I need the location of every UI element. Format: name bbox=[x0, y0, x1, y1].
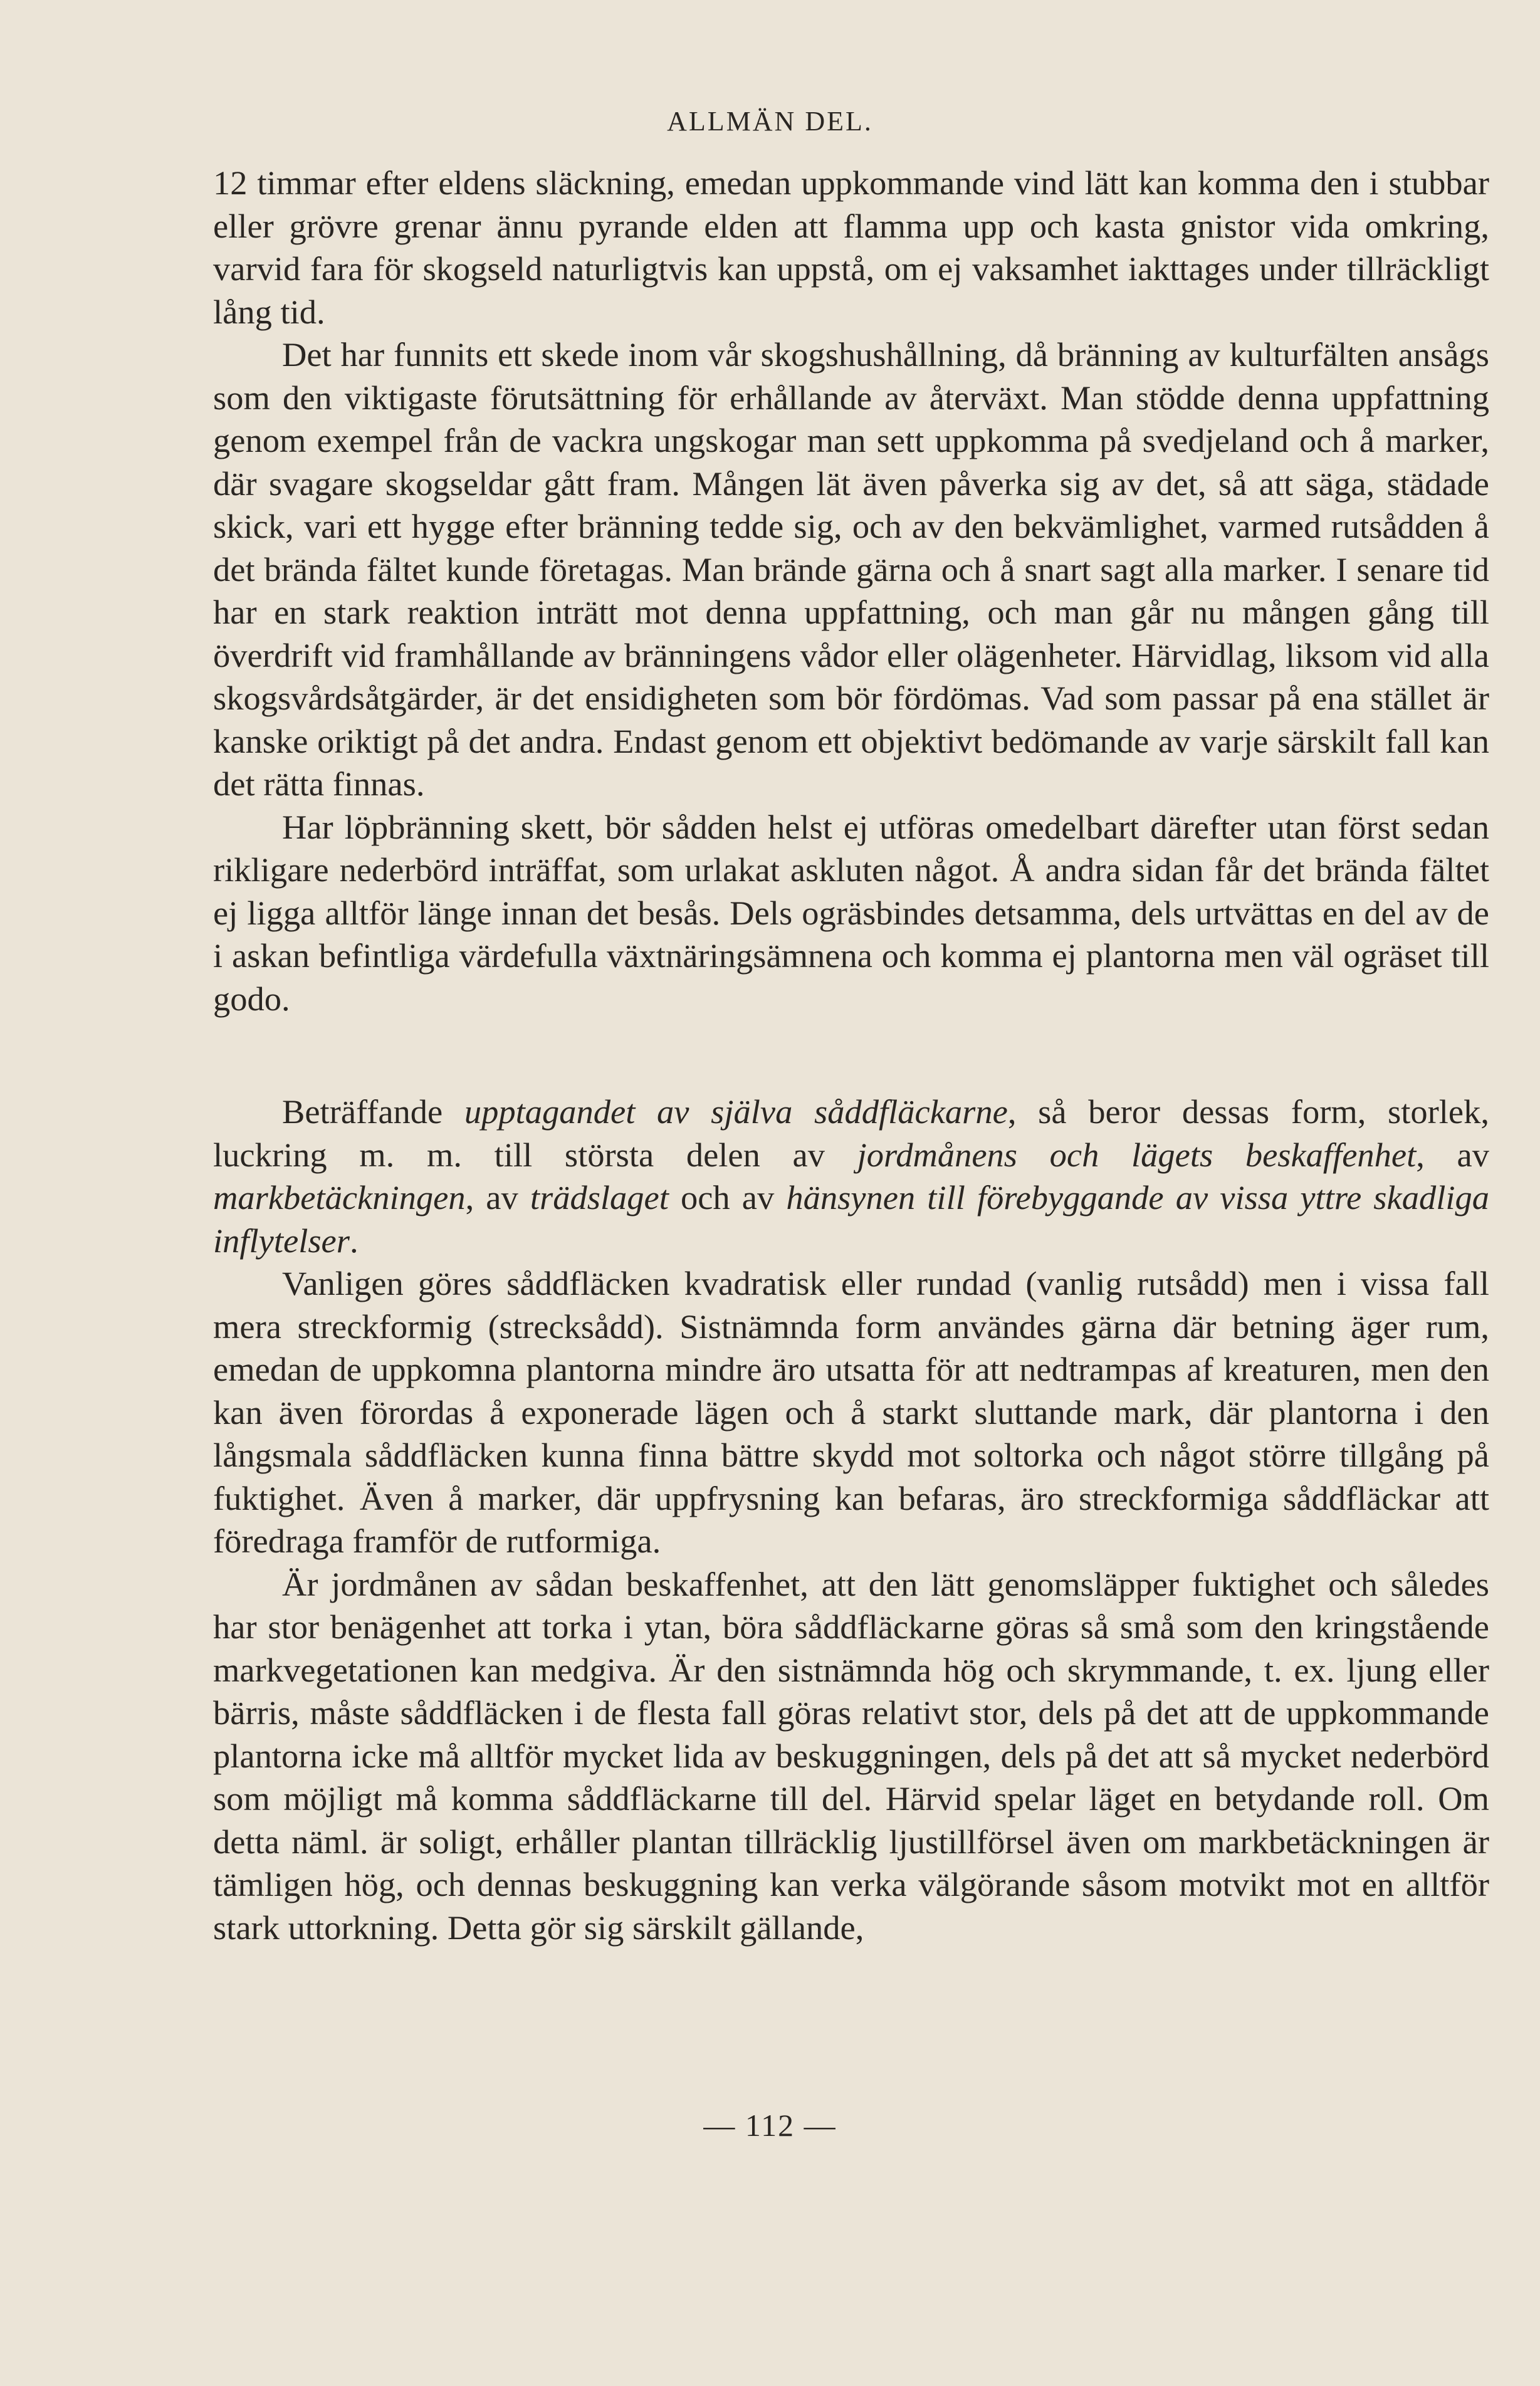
paragraph-seed-spots-intro bbox=[213, 1091, 1489, 1262]
italic-term: trädslaget bbox=[530, 1178, 669, 1217]
paragraph-soil-conditions: Är jordmånen av sådan beskaffenhet, att den lätt genomsläpper fuktighet och således har stor benägenhet att torka i ytan, böra såddfläckarne göras så små som den kringstående markvegetationen kan medgiva. Är den sistnämnda hög och skrymmande, t. ex. ljung eller bärris, måste såddfläcken i de flesta fall göras relativt stor, dels på det att de uppkommande plantorna icke må alltför mycket lida av beskuggningen, dels på det att så mycket nederbörd som möjligt må komma såddfläckarne till del. Härvid spelar läget en betydande roll. Om detta näml. är soligt, erhåller plantan tillräcklig ljustillförsel även om markbetäckningen är tämligen hög, och dennas beskuggning kan verka välgörande såsom motvikt mot en alltför stark uttorkning. Detta gör sig särskilt gällande, bbox=[213, 1564, 1489, 1947]
text-run: och av bbox=[668, 1178, 787, 1217]
paragraph-spot-shape: Vanligen göres såddfläcken kvadratisk eller rundad (vanlig rutsådd) men i vissa fall mera streckformig (strecksådd). Sistnämnda form användes gärna där betning äger rum, emedan de uppkomna plantorna mindre äro utsatta för att nedtrampas af kreaturen, men den kan även förordas å exponerade lägen och å starkt sluttande mark, där plantorna i den långsmala såddfläcken kunna finna bättre skydd mot soltorka och något större tillgång på fuktighet. Även å marker, där uppfrysning kan befaras, äro streckformiga såddfläckar att föredraga framför de rutformiga. bbox=[213, 1264, 1489, 1560]
italic-term: markbetäckningen bbox=[213, 1178, 466, 1217]
page-number: — 112 — bbox=[703, 2108, 837, 2143]
text-run: , av bbox=[465, 1178, 530, 1217]
text-run: , så beror dessas form, storlek, luckring m. m. till största delen av bbox=[213, 1092, 1489, 1174]
paragraph-burning-history: Det har funnits ett skede inom vår skogshushållning, då bränning av kulturfälten ansågs som den viktigaste förutsättning för erhållande av återväxt. Man stödde denna uppfattning genom exempel från de vackra ungskogar man sett uppkomma på svedjeland och å marker, där svagare skogseldar gått fram. Mången lät även påverka sig av det, så att säga, städade skick, vari ett hygge efter bränning tedde sig, och av den bekvämlighet, varmed rutsådden å det brända fältet kunde företagas. Man brände gärna och å snart sagt alla marker. I senare tid har en stark reaktion inträtt mot denna uppfattning, och man går nu mången gång till överdrift vid framhållande av bränningens vådor eller olägenheter. Härvidlag, liksom vid alla skogsvårdsåtgärder, är det ensidigheten som bör fördömas. Vad som passar på ena stället är kanske oriktigt på det andra. Endast genom ett objektivt bedömande av varje särskilt fall kan det rätta finnas. bbox=[213, 335, 1489, 803]
paragraph-continuation: 12 timmar efter eldens släckning, emedan uppkommande vind lätt kan komma den i stubbar eller grövre grenar ännu pyrande elden att flamma upp och kasta gnistor vida omkring, varvid fara för skogseld naturligtvis kan uppstå, om ej vaksamhet iakttages under tillräckligt lång tid. bbox=[213, 164, 1489, 331]
italic-term: jordmånens och lägets beskaffenhet bbox=[857, 1135, 1417, 1174]
italic-term: hänsynen till förebyggande av vissa yttre skadliga inflytelser bbox=[213, 1178, 1489, 1260]
running-head: ALLMÄN DEL. bbox=[667, 106, 873, 137]
text-run: . bbox=[349, 1221, 359, 1260]
text-run: Beträffande bbox=[282, 1092, 464, 1131]
text-run: , av bbox=[1416, 1135, 1489, 1174]
body-text bbox=[213, 162, 1489, 1949]
paragraph-sowing-after-burning: Har löpbränning skett, bör sådden helst ej utföras omedelbart därefter utan först sedan rikligare nederbörd inträffat, som urlakat askluten något. Å andra sidan får det brända fältet ej ligga alltför länge innan det besås. Dels ogräsbindes detsamma, dels urtvättas en del av de i askan befintliga värdefulla växtnäringsämnena och komma ej plantorna men väl ogräset till godo. bbox=[213, 807, 1489, 1018]
italic-term: upptagandet av själva såddfläckarne bbox=[464, 1092, 1008, 1131]
